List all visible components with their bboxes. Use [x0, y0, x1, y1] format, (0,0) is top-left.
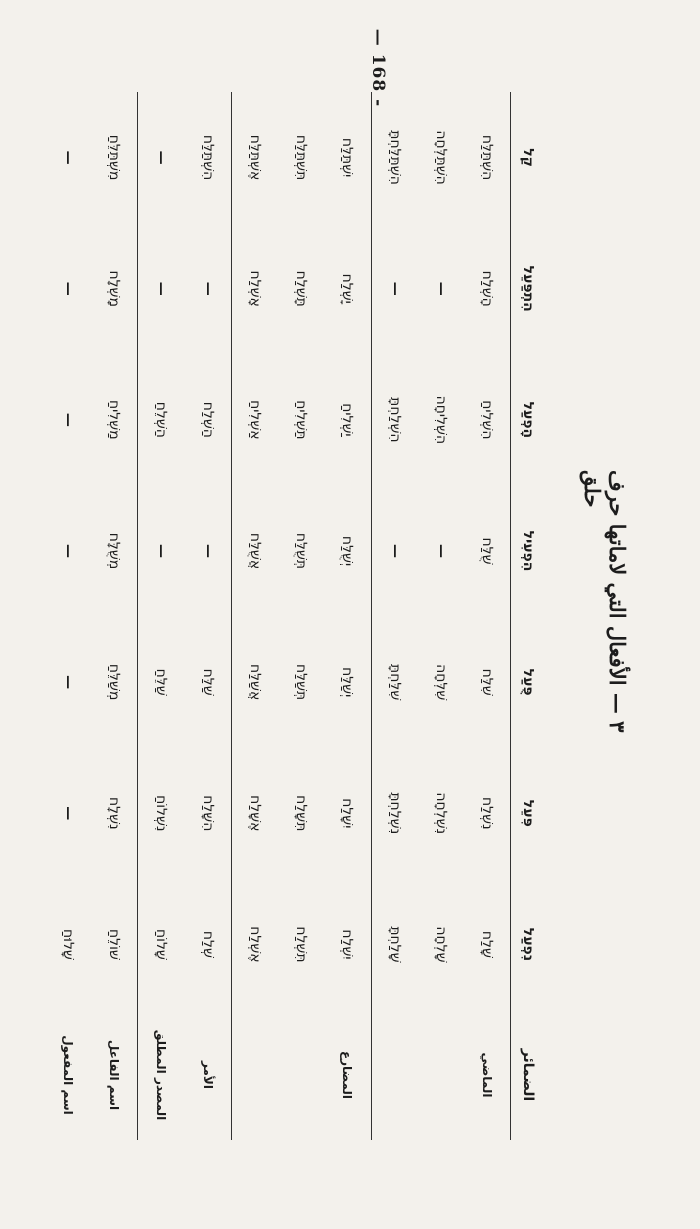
table-cell: הַשְׁלַח — [185, 354, 232, 485]
table-cell: שִׁלַּחְתָּ — [386, 664, 403, 701]
table-cell: אֶשְׁלַח — [247, 926, 264, 963]
table-cell: תִּשָּׁלַח — [293, 795, 310, 832]
table-cell: מָשְׁלָח — [91, 223, 138, 354]
table-cell: נִשְׁלַחְתָּ — [386, 792, 403, 835]
conjugation-table-rotated — [45, 92, 545, 1140]
table-cell: אֶשָּׁלַח — [247, 795, 264, 832]
table-cell: שָׁלְחָה — [432, 926, 449, 963]
table-cell: שְׁלַח — [185, 879, 232, 1010]
table-cell: — — [59, 412, 76, 427]
table-row — [91, 92, 138, 1140]
row-label: اسم المفعول — [60, 1035, 75, 1115]
table-cell: — — [185, 223, 232, 354]
table-cell: מַשְׁלִיחַ — [91, 354, 138, 485]
table-cell: יִשָּׁלַח — [324, 748, 371, 879]
table-cell: נִשְׁלְחָה — [432, 792, 449, 835]
table-cell: יַשְׁלִיחַ — [324, 354, 371, 485]
table-cell: — — [153, 544, 170, 558]
table-cell: אַשְׁלִיחַ — [247, 400, 264, 440]
table-cell: הִשָּׁלַח — [185, 748, 232, 879]
table-cell: הִשְׁתַּלְּחָה — [432, 130, 449, 185]
row-label: الماضي — [464, 1010, 511, 1140]
table-cell: יִשְׁתַּלַּח — [324, 92, 371, 223]
table-cell: — — [59, 806, 76, 821]
table-row — [45, 92, 91, 1140]
section-heading: ٣ — الأفعال التي لاماتها حرف حلق — [580, 470, 630, 733]
row-label: الأمر — [185, 1010, 232, 1140]
table-cell: שִׁלַּח — [464, 617, 511, 748]
row-label: اسم الفاعل — [91, 1010, 138, 1140]
table-cell: — — [153, 281, 170, 296]
table-cell: תַּשְׁלִיחַ — [293, 400, 310, 440]
table-cell: שָׁלוּחַ — [59, 929, 76, 960]
table-cell: אָשְׁלַח — [247, 270, 264, 307]
table-cell: — — [59, 544, 76, 558]
table-cell: הִשְׁתַּלַּח — [464, 92, 511, 223]
table-row — [371, 92, 418, 1140]
column-header: הִתְפַּעֵל — [511, 223, 546, 354]
table-cell: שָׁלַח — [464, 879, 511, 1010]
table-cell: — — [59, 150, 76, 165]
table-row — [418, 92, 464, 1140]
table-cell: הַשְׁלֵחַ — [153, 401, 170, 438]
row-label — [279, 1010, 325, 1140]
table-cell: אֲשֻׁלַּח — [247, 532, 264, 570]
table-cell: — — [386, 281, 403, 296]
table-cell: — — [432, 544, 449, 558]
table-cell: נִשְׁלָח — [91, 748, 138, 879]
row-label: المضارع — [324, 1010, 371, 1140]
table-row — [185, 92, 232, 1140]
table-cell: נִשְׁלַח — [464, 748, 511, 879]
column-header: פֻּעַל — [511, 617, 546, 748]
table-cell: — — [153, 150, 170, 165]
column-header: קַל — [511, 92, 546, 223]
conjugation-table-wrapper — [45, 92, 545, 1140]
table-cell: יִשְׁלַח — [324, 879, 371, 1010]
table-cell: תִּשְׁלַח — [293, 926, 310, 963]
table-cell: — — [386, 544, 403, 558]
table-row — [232, 92, 279, 1140]
table-cell: הִשְׁלִיחַ — [464, 354, 511, 485]
table-cell: שִׁלְּחָה — [432, 664, 449, 701]
table-cell: שׁוֹלֵחַ — [91, 879, 138, 1010]
table-cell: — — [432, 281, 449, 296]
column-header: הָפְעַל — [511, 354, 546, 485]
table-cell: תְּשֻׁלַּח — [293, 532, 310, 570]
table-cell: הִשְׁתַּלַּחְתָּ — [386, 130, 403, 185]
table-cell: מְשֻׁלָּח — [91, 485, 138, 616]
table-cell: — — [59, 675, 76, 690]
table-row — [324, 92, 371, 1140]
table-cell: נִשְׁלוֹחַ — [153, 795, 170, 832]
table-cell: — — [59, 281, 76, 296]
table-row — [138, 92, 185, 1140]
row-label — [232, 1010, 279, 1140]
row-label — [371, 1010, 418, 1140]
table-cell: תָּשְׁלַח — [293, 270, 310, 307]
column-header: הִפְעִיל — [511, 485, 546, 616]
table-row — [279, 92, 325, 1140]
table-cell: הָשְׁלַח — [464, 223, 511, 354]
page-number: — 168 - — [368, 28, 389, 108]
table-cell: שָׁלוֹחַ — [153, 929, 170, 960]
table-cell: יְשֻׁלַּח — [324, 485, 371, 616]
table-cell: מְשַׁלֵּחַ — [91, 617, 138, 748]
table-cell: — — [185, 485, 232, 616]
row-label: المصدر المطلق — [154, 1029, 169, 1121]
table-cell: אֶשְׁתַּלַּח — [247, 134, 264, 181]
table-cell: יָשְׁלַח — [324, 223, 371, 354]
table-cell: יְשַׁלַּח — [324, 617, 371, 748]
table-row — [464, 92, 511, 1140]
conjugation-table — [45, 92, 545, 1140]
table-cell: תְּשַׁלַּח — [293, 664, 310, 701]
table-cell: שַׁלֵּחַ — [153, 668, 170, 696]
table-cell: שֻׁלַּח — [464, 485, 511, 616]
column-header: נִפְעַל — [511, 879, 546, 1010]
table-cell: מִשְׁתַּלֵּחַ — [91, 92, 138, 223]
table-cell: שַׁלַּח — [185, 617, 232, 748]
column-header: الضمائر — [511, 1010, 546, 1140]
table-cell: תִּשְׁתַּלַּח — [293, 134, 310, 181]
table-body — [45, 92, 511, 1140]
table-cell: אֲשַׁלַּח — [247, 663, 264, 701]
table-cell: הִשְׁלִיחָה — [432, 395, 449, 445]
table-cell: הִשְׁלַחְתָּ — [386, 397, 403, 443]
table-cell: שָׁלַחְתָּ — [386, 926, 403, 963]
column-header: פִּעֵל — [511, 748, 546, 879]
table-cell: הִשְׁתַּלַּח — [185, 92, 232, 223]
row-label — [418, 1010, 464, 1140]
header-row — [511, 92, 546, 1140]
